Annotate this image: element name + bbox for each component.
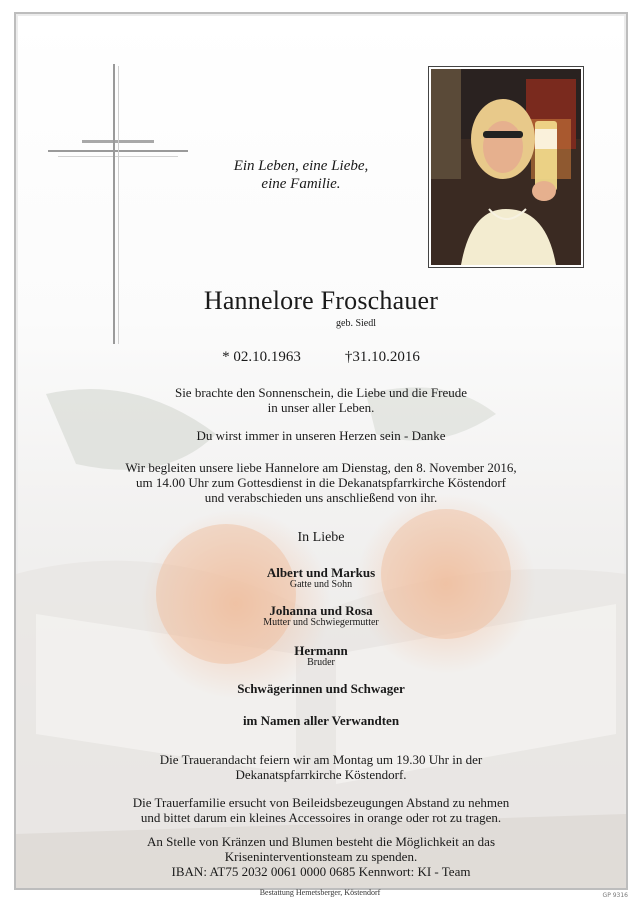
text-line: in unser aller Leben.: [267, 400, 375, 415]
paragraph-request: [16, 795, 626, 825]
maiden-name: geb. Siedl: [336, 318, 376, 329]
text-line: An Stelle von Kränzen und Blumen besteht die Möglichkeit an das: [146, 834, 496, 849]
relative-name: Albert und Markus: [266, 565, 376, 580]
relative-name: Hermann: [294, 643, 348, 658]
text-line: und bittet darum ein kleines Accessoires in orange oder rot zu tragen.: [140, 810, 502, 825]
text-line: Sie brachte den Sonnenschein, die Liebe und die Freude: [174, 385, 468, 400]
relative-relation: Bruder: [307, 657, 335, 668]
life-dates: [16, 349, 626, 366]
deceased-name: Hannelore Froschauer: [203, 286, 439, 315]
funeral-home-footer: Bestattung Hemetsberger, Köstendorf: [259, 888, 381, 897]
paragraph-donation: [16, 834, 626, 879]
death-date: †31.10.2016: [344, 349, 420, 365]
all-relatives: im Namen aller Verwandten: [242, 713, 400, 728]
text-line: Die Trauerandacht feiern wir am Montag um 19.30 Uhr in der: [159, 752, 483, 767]
quote-line: Ein Leben, eine Liebe,: [233, 158, 369, 174]
quote-line: eine Familie.: [261, 176, 341, 192]
paragraph-thanks: Du wirst immer in unseren Herzen sein - Danke: [196, 428, 446, 443]
paragraph-service: [16, 752, 626, 782]
obituary-card: [14, 12, 628, 890]
in-laws: Schwägerinnen und Schwager: [237, 681, 405, 696]
portrait-image: [431, 69, 581, 265]
in-love-heading: In Liebe: [297, 530, 345, 545]
portrait-photo: [428, 66, 584, 268]
text-line: um 14.00 Uhr zum Gottesdienst in die Dekanatspfarrkirche Köstendorf: [135, 475, 507, 490]
text-line: Die Trauerfamilie ersucht von Beileidsbezeugungen Abstand zu nehmen: [132, 795, 510, 810]
paragraph-funeral: [16, 460, 626, 505]
quote: [226, 157, 376, 193]
template-code: GP 9316: [602, 892, 628, 899]
relative-relation: Gatte und Sohn: [289, 579, 353, 590]
birth-date: * 02.10.1963: [222, 349, 301, 365]
text-line: Wir begleiten unsere liebe Hannelore am Dienstag, den 8. November 2016,: [125, 460, 517, 475]
relative-relation: Mutter und Schwiegermutter: [263, 617, 379, 628]
text-line: und verabschieden uns anschließend von ihr.: [204, 490, 438, 505]
text-line: Dekanatspfarrkirche Köstendorf.: [235, 767, 407, 782]
iban-line: IBAN: AT75 2032 0061 0000 0685 Kennwort: KI - Team: [171, 864, 471, 879]
relative-name: Johanna und Rosa: [269, 603, 373, 618]
text-line: Kriseninterventionsteam zu spenden.: [224, 849, 418, 864]
paragraph-sunshine: [16, 385, 626, 415]
